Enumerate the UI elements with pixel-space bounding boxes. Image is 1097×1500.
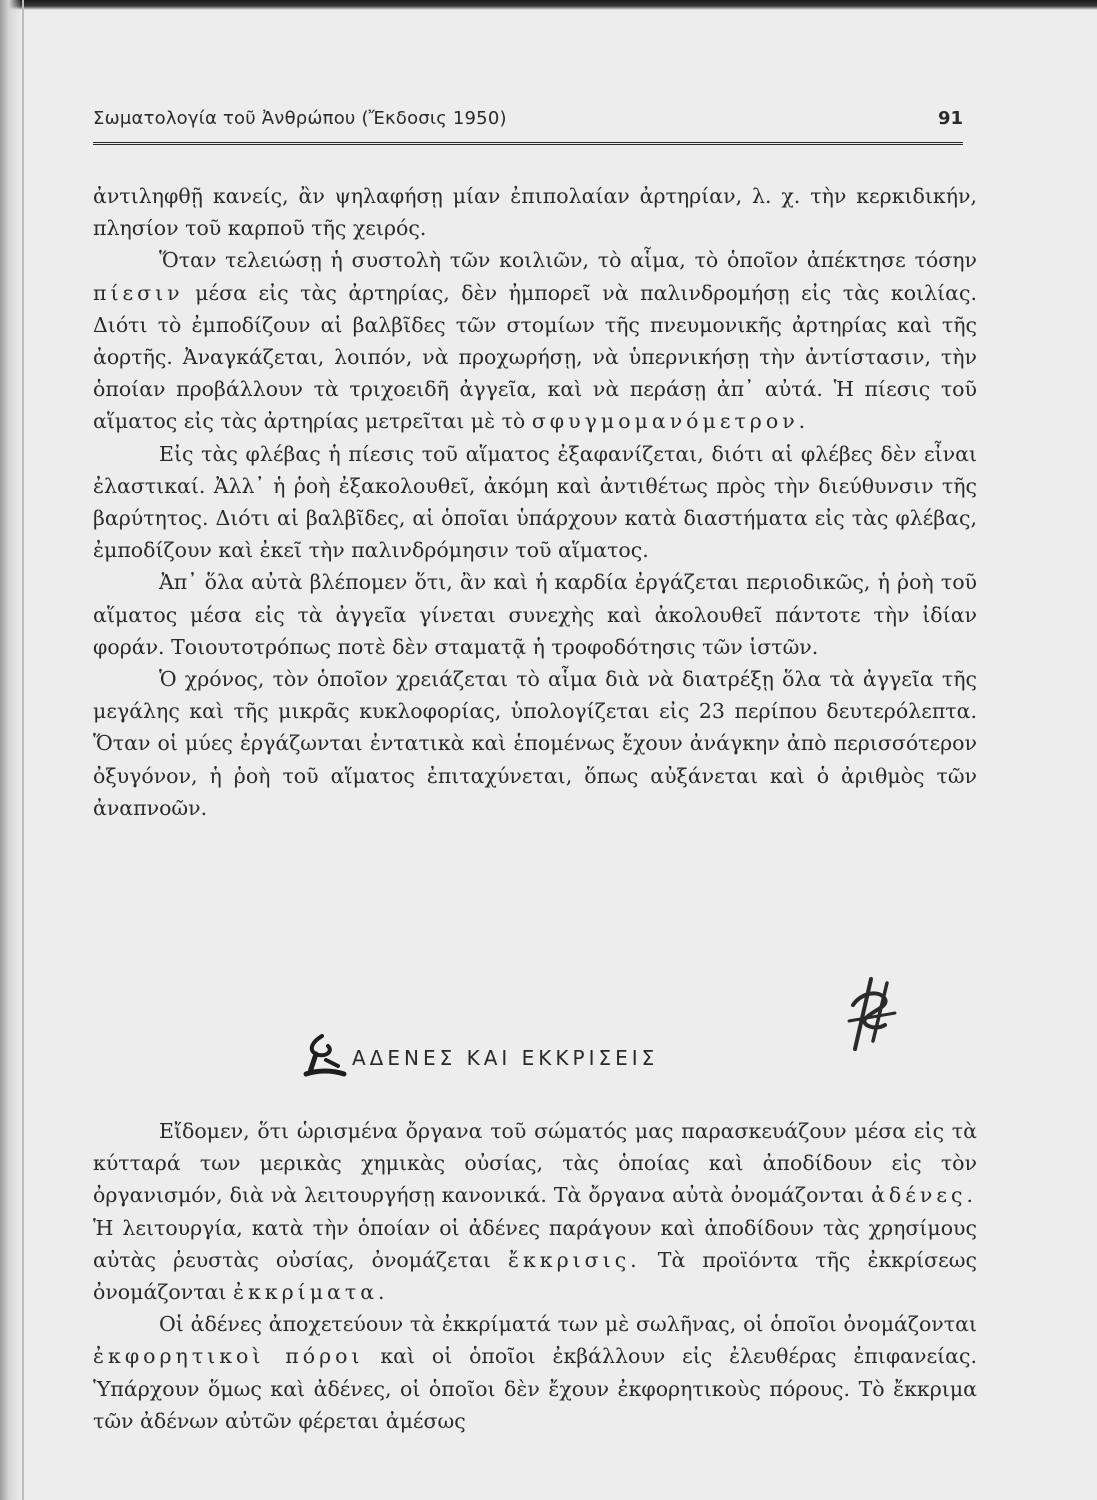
paragraph-text: Τὰ προϊόντα τῆς ἐκκρίσεως ὀνομάζονται	[93, 1247, 977, 1305]
paragraph	[93, 663, 977, 824]
emphasized-term: πίεσιν	[93, 280, 184, 305]
paragraph	[93, 438, 977, 567]
handwritten-margin-mark	[835, 975, 905, 1059]
paragraph-text: Εἰς τὰς φλέβας ἡ πίεσις τοῦ αἵματος ἐξαφανίζεται, διότι αἱ φλέβες δὲν εἶναι ἐλαστικαί. Ἀλλ᾽ ἡ ῥοὴ ἐξακολουθεῖ, ἀκόμη καὶ ἀντιθέτως πρὸς τὴν διεύθυνσιν τῆς βαρύτητος. Διότι αἱ βαλβῖδες, αἱ ὁποῖαι ὑπάρχουν κατὰ διαστήματα εἰς τὰς φλέβας, ἐμποδίζουν καὶ ἐκεῖ τὴν παλινδρόμησιν τοῦ αἵματος.	[93, 441, 977, 563]
running-head: Σωματολογία τοῦ Ἀνθρώπου (Ἔκδοσις 1950)	[93, 108, 507, 129]
section-heading-text: ΑΔΕΝΕΣ ΚΑΙ ΕΚΚΡΙΣΕΙΣ	[352, 1046, 659, 1070]
paragraph	[93, 244, 977, 437]
paragraph	[93, 566, 977, 663]
body-text	[93, 180, 977, 824]
paragraph	[93, 1115, 977, 1308]
page-header	[93, 108, 963, 145]
page-binding-edge	[22, 0, 24, 1500]
paragraph-text: μέσα εἰς τὰς ἀρτηρίας, δὲν ἠμπορεῖ νὰ παλινδρομήσῃ εἰς τὰς κοιλίας. Διότι τὸ ἐμποδίζουν αἱ βαλβῖδες τῶν στομίων τῆς πνευμονικῆς ἀρτηρίας καὶ τῆς ἀορτῆς. Ἀναγκάζεται, λοιπόν, νὰ προχωρήσῃ, νὰ ὑπερνικήσῃ τὴν ἀντίστασιν, τὴν ὁποίαν προβάλλουν τὰ τριχοειδῆ ἀγγεῖα, καὶ νὰ περάσῃ ἀπ᾽ αὐτά. Ἡ πίεσις τοῦ αἵματος εἰς τὰς ἀρτηρίας μετρεῖται μὲ τὸ	[93, 280, 977, 434]
paragraph-text: Οἱ ἀδένες ἀποχετεύουν τὰ ἐκκρίματά των μὲ σωλῆνας, οἱ ὁποῖοι ὀνομάζονται	[159, 1312, 977, 1337]
paragraph-text: Ὅταν τελειώσῃ ἡ συστολὴ τῶν κοιλιῶν, τὸ αἷμα, τὸ ὁποῖον ἀπέκτησε τόσην	[159, 248, 977, 273]
body-text-section	[93, 1115, 977, 1437]
page-binding-shadow	[0, 0, 22, 1500]
paragraph-text: Ἀπ᾽ ὅλα αὐτὰ βλέπομεν ὅτι, ἂν καὶ ἡ καρδία ἐργάζεται περιοδικῶς, ἡ ῥοὴ τοῦ αἵματος μέσα εἰς τὰ ἀγγεῖα γίνεται συνεχὴς καὶ ἀκολουθεῖ πάντοτε τὴν ἰδίαν φοράν. Τοιουτοτρόπως ποτὲ δὲν σταματᾷ ἡ τροφοδότησις τῶν ἱστῶν.	[93, 570, 977, 659]
emphasized-term: ἔκκρισις.	[507, 1247, 641, 1272]
emphasized-term: σφυγμομανόμετρον.	[531, 409, 810, 434]
emphasized-term: ἐκφορητικοὶ πόροι	[93, 1344, 364, 1369]
page-top-shadow	[0, 0, 1097, 10]
paragraph-text: καὶ οἱ ὁποῖοι ἐκβάλλουν εἰς ἐλευθέρας ἐπιφανείας. Ὑπάρχουν ὅμως καὶ ἀδένες, οἱ ὁποῖοι δὲν ἔχουν ἐκφορητικοὺς πόρους. Τὸ ἔκκριμα τῶν ἀδένων αὐτῶν φέρεται ἀμέσως	[93, 1344, 977, 1433]
paragraph	[93, 1308, 977, 1437]
emphasized-term: ἀδένες.	[871, 1183, 977, 1208]
paragraph-text: Εἴδομεν, ὅτι ὡρισμένα ὄργανα τοῦ σώματός μας παρασκευάζουν μέσα εἰς τὰ κύτταρά των μερικὰς χημικὰς οὐσίας, τὰς ὁποίας καὶ ἀποδίδουν εἰς τὸν ὀργανισμόν, διὰ νὰ λειτουργήσῃ κανονικά. Τὰ ὄργανα αὐτὰ ὀνομάζονται	[93, 1119, 977, 1208]
paragraph-text: Ὁ χρόνος, τὸν ὁποῖον χρειάζεται τὸ αἷμα διὰ νὰ διατρέξῃ ὅλα τὰ ἀγγεῖα τῆς μεγάλης καὶ τῆς μικρᾶς κυκλοφορίας, ὑπολογίζεται εἰς 23 περίπου δευτερόλεπτα. Ὅταν οἱ μύες ἐργάζωνται ἐντατικὰ καὶ ἑπομένως ἔχουν ἀνάγκην ἀπὸ περισσότερον ὀξυγόνον, ἡ ῥοὴ τοῦ αἵματος ἐπιταχύνεται, ὅπως αὐξάνεται καὶ ὁ ἀριθμὸς τῶν ἀναπνοῶν.	[93, 667, 977, 820]
paragraph-text: Ἡ λειτουργία, κατὰ τὴν ὁποίαν οἱ ἀδένες παράγουν καὶ ἀποδίδουν τὰς χρησίμους αὐτὰς ῥευστὰς οὐσίας, ὀνομάζεται	[93, 1215, 977, 1272]
handwritten-margin-mark	[302, 1034, 348, 1082]
paragraph	[93, 180, 977, 244]
page-number: 91	[937, 108, 963, 129]
paragraph-text: ἀντιληφθῇ κανείς, ἂν ψηλαφήσῃ μίαν ἐπιπολαίαν ἀρτηρίαν, λ. χ. τὴν κερκιδικήν, πλησίον τοῦ καρποῦ τῆς χειρός.	[93, 184, 977, 241]
emphasized-term: ἐκκρίματα.	[232, 1280, 389, 1305]
